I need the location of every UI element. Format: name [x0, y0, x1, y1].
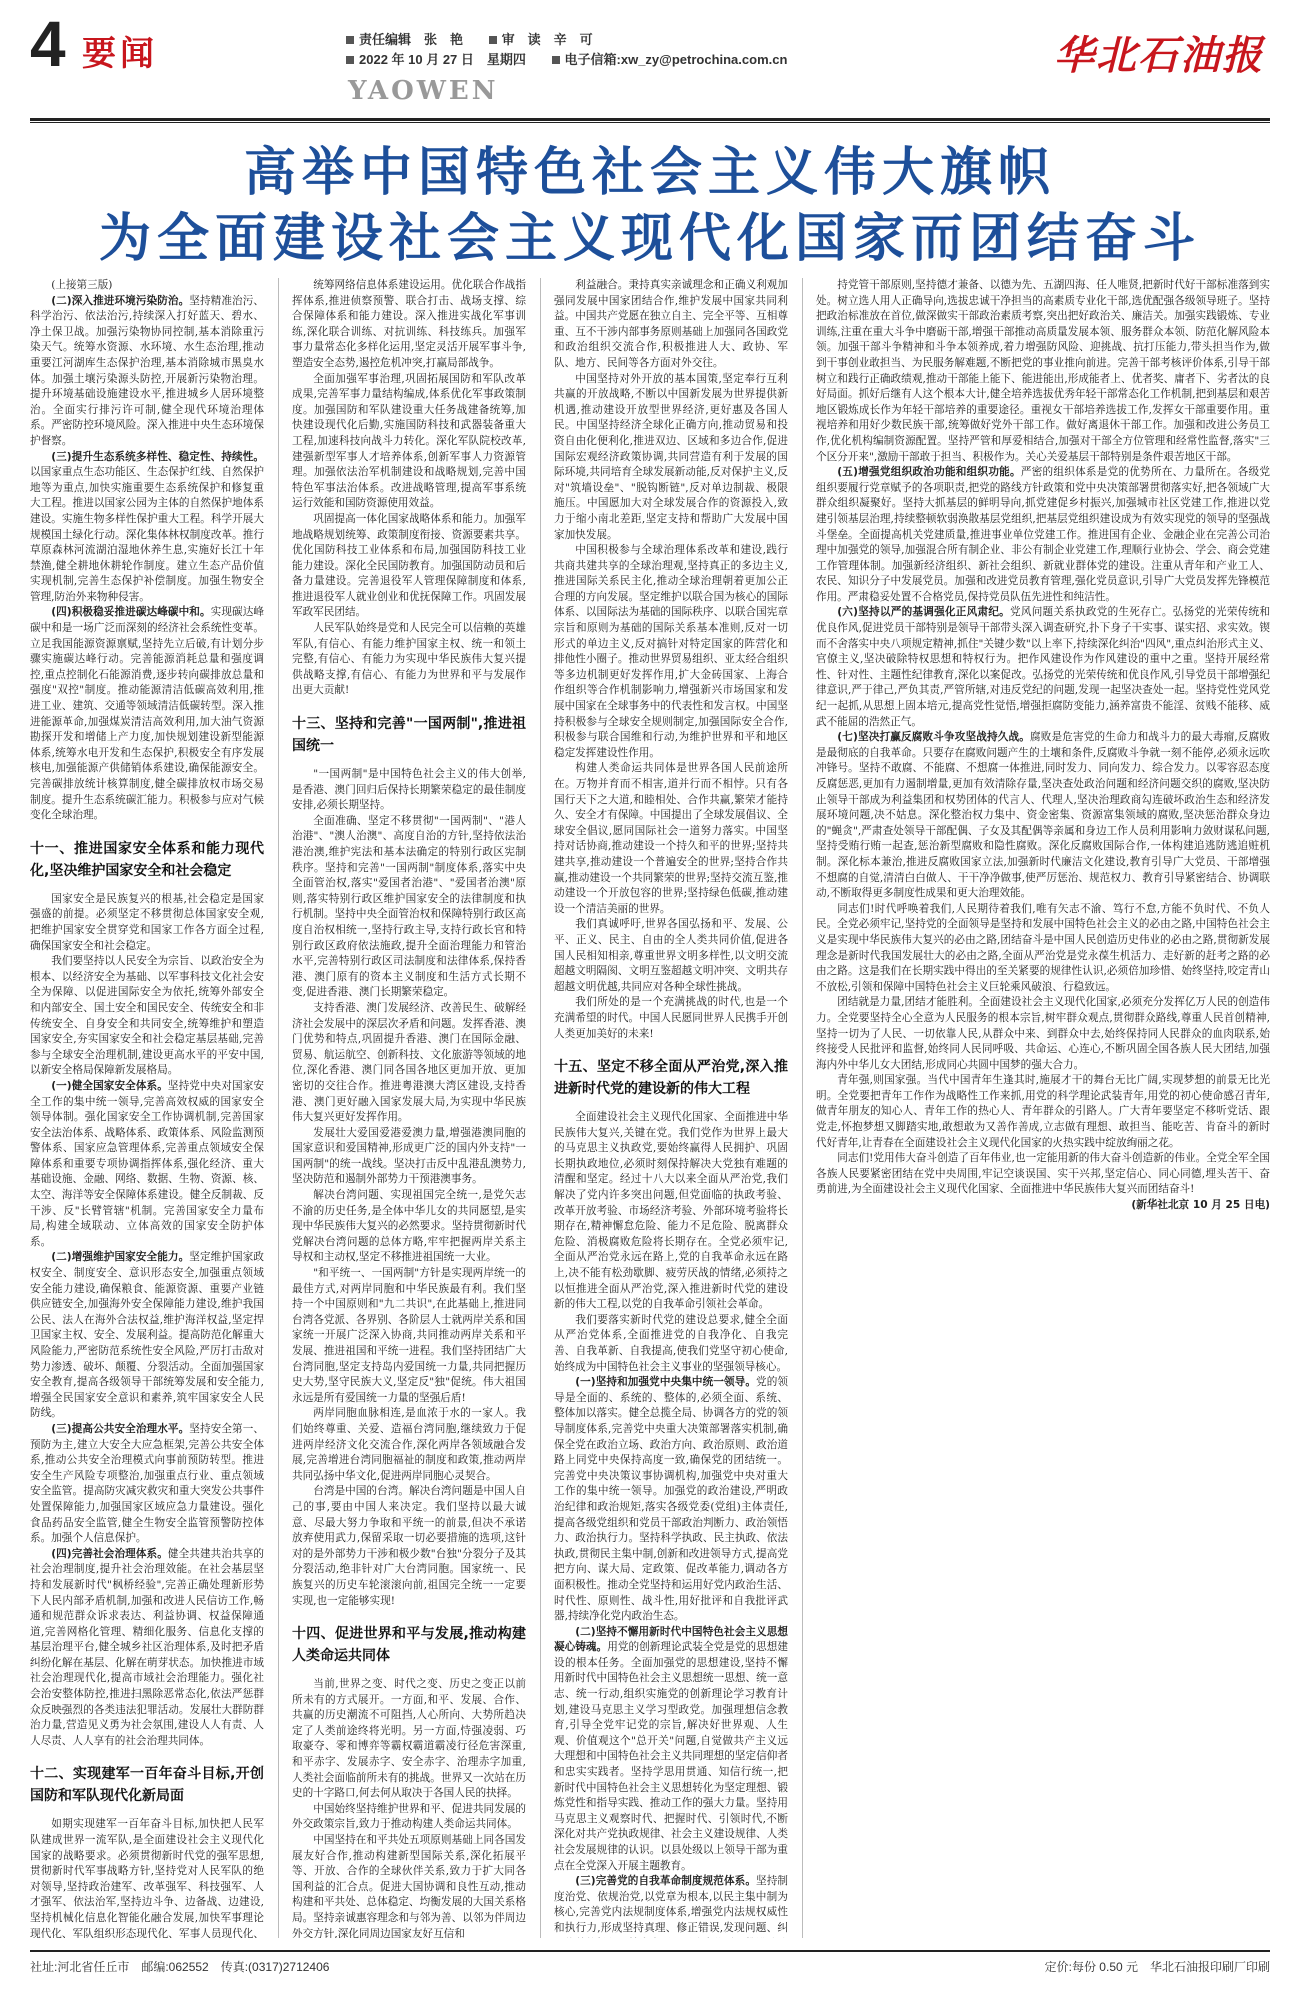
- paragraph: 人民军队始终是党和人民完全可以信赖的英雄军队,有信心、有能力维护国家主权、统一和领土完整,有信心、有能力为实现中华民族伟大复兴提供战略支撑,有信心、有能力为世界和平与发展作出更大贡献!: [292, 622, 526, 697]
- header-rule-thin: [30, 122, 1270, 123]
- paragraph: 同志们!时代呼唤着我们,人民期待着我们,唯有矢志不渝、笃行不怠,方能不负时代、不负人民。全党必须牢记,坚持党的全面领导是坚持和发展中国特色社会主义的必由之路,中国特色社会主义是实现中华民族伟大复兴的必由之路,团结奋斗是中国人民创造历史伟业的必由之路,贯彻新发展理念是新时代我国发展壮大的必由之路,全面从严治党是党永葆生机活力、走好新的赶考之路的必由之路。这是我们在长期实践中得出的至关紧要的规律性认识,必须倍加珍惜、始终坚持,咬定青山不放松,引领和保障中国特色社会主义巨轮乘风破浪、行稳致远。: [816, 902, 1270, 993]
- paragraph: 我们要坚持以人民安全为宗旨、以政治安全为根本、以经济安全为基础、以军事科技文化社会安全为保障、以促进国际安全为依托,统筹外部安全和内部安全、国土安全和国民安全、传统安全和非传统安全、自身安全和共同安全,统筹维护和塑造国家安全,夯实国家安全和社会稳定基层基础,完善参与全球安全治理机制,建设更高水平的平安中国,以新安全格局保障新发展格局。: [30, 955, 264, 1077]
- numbered-paragraph: (七)坚决打赢反腐败斗争攻坚战持久战。腐败是危害党的生命力和战斗力的最大毒瘤,反腐败是最彻底的自我革命。只要存在腐败问题产生的土壤和条件,反腐败斗争就一刻不能停,必须永远吹冲锋号。坚持不敢腐、不能腐、不想腐一体推进,同时发力、同向发力、综合发力。以零容忍态度反腐惩恶,更加有力遏制增量,更加有效清除存量,坚决查处政治问题和经济问题交织的腐败,坚决防止领导干部成为利益集团和权势团体的代言人、代理人,坚决治理政商勾连破坏政治生态和经济发展环境问题,决不姑息。深化整治权力集中、资金密集、资源富集领域的腐败,坚决惩治群众身边的"蝇贪",严肃查处领导干部配偶、子女及其配偶等亲属和身边工作人员利用影响力敛财谋私问题,坚持受贿行贿一起查,惩治新型腐败和隐性腐败。深化反腐败国际合作,一体构建追逃防逃追赃机制。深化标本兼治,推进反腐败国家立法,加强新时代廉洁文化建设,教育引导广大党员、干部增强不想腐的自觉,清清白白做人、干干净净做事,使严厉惩治、规范权力、教育引导紧密结合、协调联动,不断取得更多制度性成果和更大治理效能。: [816, 731, 1270, 900]
- section-title: 要闻: [82, 35, 158, 73]
- paragraph: "和平统一、一国两制"方针是实现两岸统一的最佳方式,对两岸同胞和中华民族最有利。我们坚持一个中国原则和"九二共识",在此基础上,推进同台湾各党派、各界别、各阶层人士就两岸关系和国家统一开展广泛深入协商,共同推动两岸关系和平发展、推进祖国和平统一进程。我们坚持团结广大台湾同胞,坚定支持岛内爱国统一力量,共同把握历史大势,坚守民族大义,坚定反"独"促统。伟大祖国永远是所有爱国统一力量的坚强后盾!: [292, 1267, 526, 1404]
- numbered-paragraph: (二)坚持不懈用新时代中国特色社会主义思想凝心铸魂。用党的创新理论武装全党是党的思想建设的根本任务。全面加强党的思想建设,坚持不懈用新时代中国特色社会主义思想统一思想、统一意志、统一行动,组织实施党的创新理论学习教育计划,建设马克思主义学习型政党。加强理想信念教育,引导全党牢记党的宗旨,解决好世界观、人生观、价值观这个"总开关"问题,自觉做共产主义远大理想和中国特色社会主义共同理想的坚定信仰者和忠实实践者。坚持学思用贯通、知信行统一,把新时代中国特色社会主义思想转化为坚定理想、锻炼党性和指导实践、推动工作的强大力量。坚持用马克思主义观察时代、把握时代、引领时代,不断深化对共产党执政规律、社会主义建设规律、人类社会发展规律的认识。以县处级以上领导干部为重点在全党深入开展主题教育。: [554, 1625, 788, 1872]
- numbered-paragraph: (一)健全国家安全体系。坚持党中央对国家安全工作的集中统一领导,完善高效权威的国家安全领导体制。强化国家安全工作协调机制,完善国家安全法治体系、战略体系、政策体系、风险监测预警体系、国家应急管理体系,完善重点领域安全保障体系和重要专项协调指挥体系,强化经济、重大基础设施、金融、网络、数据、生物、资源、核、太空、海洋等安全保障体系建设。健全反制裁、反干涉、反"长臂管辖"机制。完善国家安全力量布局,构建全域联动、立体高效的国家安全防护体系。: [30, 1079, 264, 1248]
- paragraph: 利益融合。秉持真实亲诚理念和正确义利观加强同发展中国家团结合作,维护发展中国家共同利益。中国共产党愿在独立自主、完全平等、互相尊重、互不干涉内部事务原则基础上加强同各国政党和政治组织交流合作,积极推进人大、政协、军队、地方、民间等各方面对外交往。: [554, 279, 788, 369]
- article-column-3: [554, 278, 788, 1938]
- paragraph: 全面建设社会主义现代化国家、全面推进中华民族伟大复兴,关键在党。我们党作为世界上最大的马克思主义执政党,要始终赢得人民拥护、巩固长期执政地位,必须时刻保持解决大党独有难题的清醒和坚定。经过十八大以来全面从严治党,我们解决了党内许多突出问题,但党面临的执政考验、改革开放考验、市场经济考验、外部环境考验将长期存在,精神懈怠危险、能力不足危险、脱离群众危险、消极腐败危险将长期存在。全党必须牢记,全面从严治党永远在路上,党的自我革命永远在路上,决不能有松劲歇脚、疲劳厌战的情绪,必须持之以恒推进全面从严治党,深入推进新时代党的建设新的伟大工程,以党的自我革命引领社会革命。: [554, 1111, 788, 1311]
- paragraph: 解决台湾问题、实现祖国完全统一,是党矢志不渝的历史任务,是全体中华儿女的共同愿望,是实现中华民族伟大复兴的必然要求。坚持贯彻新时代党解决台湾问题的总体方略,牢牢把握两岸关系主导权和主动权,坚定不移推进祖国统一大业。: [292, 1189, 526, 1264]
- subheading: 十一、推进国家安全体系和能力现代化,坚决维护国家安全和社会稳定: [30, 840, 264, 879]
- email-address: 电子信箱:xw_zy@petrochina.com.cn: [552, 52, 788, 67]
- headline: [30, 140, 1270, 272]
- article-body: [30, 278, 1270, 1938]
- article-column-2: [292, 278, 526, 1938]
- paragraph: 台湾是中国的台湾。解决台湾问题是中国人自己的事,要由中国人来决定。我们坚持以最大诚意、尽最大努力争取和平统一的前景,但决不承诺放弃使用武力,保留采取一切必要措施的选项,这针对的是外部势力干涉和极少数"台独"分裂分子及其分裂活动,绝非针对广大台湾同胞。国家统一、民族复兴的历史车轮滚滚向前,祖国完全统一一定要实现,也一定能够实现!: [292, 1485, 526, 1607]
- header-rule: [30, 118, 1270, 121]
- paragraph: 统筹网络信息体系建设运用。优化联合作战指挥体系,推进侦察预警、联合打击、战场支撑、综合保障体系和能力建设。深入推进实战化军事训练,深化联合训练、对抗训练、科技练兵。加强军事力量常态化多样化运用,坚定灵活开展军事斗争,塑造安全态势,遏控危机冲突,打赢局部战争。: [292, 279, 526, 369]
- paragraph: 支持香港、澳门发展经济、改善民生、破解经济社会发展中的深层次矛盾和问题。发挥香港、澳门优势和特点,巩固提升香港、澳门在国际金融、贸易、航运航空、创新科技、文化旅游等领域的地位,深化香港、澳门同各国各地区更加开放、更加密切的交往合作。推进粤港澳大湾区建设,支持香港、澳门更好融入国家发展大局,为实现中华民族伟大复兴更好发挥作用。: [292, 1001, 526, 1124]
- page-meta: [346, 30, 809, 70]
- numbered-paragraph: (三)完善党的自我革命制度规范体系。坚持制度治党、依规治党,以党章为根本,以民主集中制为核心,完善党内法规制度体系,增强党内法规权威性和执行力,形成坚持真理、修正错误,发现问题、纠: [554, 1875, 788, 1934]
- column-divider: [540, 278, 541, 1938]
- paragraph: (上接第三版): [51, 279, 113, 291]
- article-column-4: [816, 278, 1270, 1938]
- newspaper-logo: 华北石油报: [1054, 32, 1264, 79]
- paragraph: 青年强,则国家强。当代中国青年生逢其时,施展才干的舞台无比广阔,实现梦想的前景无比光明。全党要把青年工作作为战略性工作来抓,用党的科学理论武装青年,用党的初心使命感召青年,做青年朋友的知心人、青年工作的热心人、青年群众的引路人。广大青年要坚定不移听党话、跟党走,怀抱梦想又脚踏实地,敢想敢为又善作善成,立志做有理想、敢担当、能吃苦、肯奋斗的新时代好青年,让青春在全面建设社会主义现代化国家的火热实践中绽放绚丽之花。: [816, 1074, 1270, 1149]
- section-pinyin: YAOWEN: [348, 76, 499, 106]
- page-header: [30, 8, 1270, 118]
- issue-date: 2022 年 10 月 27 日 星期四: [346, 52, 526, 67]
- numbered-paragraph: (二)深入推进环境污染防治。坚持精准治污、科学治污、依法治污,持续深入打好蓝天、碧水、净土保卫战。加强污染物协同控制,基本消除重污染天气。统筹水资源、水环境、水生态治理,推动重要江河湖库生态保护治理,基本消除城市黑臭水体。加强土壤污染源头防控,开展新污染物治理。提升环境基础设施建设水平,推进城乡人居环境整治。全面实行排污许可制,健全现代环境治理体系。严密防控环境风险。深入推进中央生态环境保护督察。: [30, 294, 264, 447]
- paragraph: 同志们!党用伟大奋斗创造了百年伟业,也一定能用新的伟大奋斗创造新的伟业。全党全军全国各族人民要紧密团结在党中央周围,牢记空谈误国、实干兴邦,坚定信心、同心同德,埋头苦干、奋勇前进,为全面建设社会主义现代化国家、全面推进中华民族伟大复兴而团结奋斗!: [816, 1152, 1270, 1196]
- numbered-paragraph: (三)提升生态系统多样性、稳定性、持续性。以国家重点生态功能区、生态保护红线、自然保护地等为重点,加快实施重要生态系统保护和修复重大工程。推进以国家公园为主体的自然保护地体系建设。实施生物多样性保护重大工程。科学开展大规模国土绿化行动。深化集体林权制度改革。推行草原森林河流湖泊湿地休养生息,实施好长江十年禁渔,健全耕地休耕轮作制度。建立生态产品价值实现机制,完善生态保护补偿制度。加强生物安全管理,防治外来物种侵害。: [30, 450, 264, 603]
- column-divider: [278, 278, 279, 1938]
- subheading: 十三、坚持和完善"一国两制",推进祖国统一: [292, 716, 526, 755]
- paragraph: "一国两制"是中国特色社会主义的伟大创举,是香港、澳门回归后保持长期繁荣稳定的最佳制度安排,必须长期坚持。: [292, 768, 526, 812]
- page-footer: [30, 1950, 1270, 1975]
- article-column-1: [30, 278, 264, 1938]
- article-byline: (新华社北京 10 月 25 日电): [1131, 1199, 1270, 1212]
- paragraph: 当前,世界之变、时代之变、历史之变正以前所未有的方式展开。一方面,和平、发展、合作、共赢的历史潮流不可阻挡,人心所向、大势所趋决定了人类前途终将光明。另一方面,恃强凌弱、巧取豪夺、零和博弈等霸权霸道霸凌行径危害深重,和平赤字、发展赤字、安全赤字、治理赤字加重,人类社会面临前所未有的挑战。世界又一次站在历史的十字路口,何去何从取决于各国人民的抉择。: [292, 1678, 526, 1800]
- paragraph: 构建人类命运共同体是世界各国人民前途所在。万物并育而不相害,道并行而不相悖。只有各国行天下之大道,和睦相处、合作共赢,繁荣才能持久、安全才有保障。中国提出了全球发展倡议、全球安全倡议,愿同国际社会一道努力落实。中国坚持对话协商,推动建设一个持久和平的世界;坚持共建共享,推动建设一个普遍安全的世界;坚持合作共赢,推动建设一个共同繁荣的世界;坚持交流互鉴,推动建设一个开放包容的世界;坚持绿色低碳,推动建设一个清洁美丽的世界。: [554, 762, 788, 915]
- paragraph: 持党管干部原则,坚持德才兼备、以德为先、五湖四海、任人唯贤,把新时代好干部标准落到实处。树立选人用人正确导向,选拔忠诚干净担当的高素质专业化干部,选优配强各级领导班子。坚持把政治标准放在首位,做深做实干部政治素质考察,突出把好政治关、廉洁关。加强实践锻炼、专业训练,注重在重大斗争中磨砺干部,增强干部推动高质量发展本领、服务群众本领、防范化解风险本领。加强干部斗争精神和斗争本领养成,着力增强防风险、迎挑战、抗打压能力,带头担当作为,做到干事创业敢担当、为民服务解难题,不断把党的事业推向前进。完善干部考核评价体系,引导干部树立和践行正确政绩观,推动干部能上能下、能进能出,形成能者上、优者奖、庸者下、劣者汰的良好局面。抓好后继有人这个根本大计,健全培养选拔优秀年轻干部常态化工作机制,把到基层和艰苦地区锻炼成长作为年轻干部培养的重要途径。重视女干部培养选拔工作,发挥女干部重要作用。重视培养和用好少数民族干部,统筹做好党外干部工作。做好离退休干部工作。加强和改进公务员工作,优化机构编制资源配置。坚持严管和厚爱相结合,加强对干部全方位管理和经常性监督,落实"三个区分开来",激励干部敢于担当、积极作为。关心关爱基层干部特别是条件艰苦地区干部。: [816, 279, 1270, 463]
- paragraph: 发展壮大爱国爱港爱澳力量,增强港澳同胞的国家意识和爱国精神,形成更广泛的国内外支持"一国两制"的统一战线。坚决打击反中乱港乱澳势力,坚决防范和遏制外部势力干预港澳事务。: [292, 1126, 526, 1186]
- page-number: 4: [30, 8, 66, 80]
- footer-price: 定价:每份 0.50 元 华北石油报印刷厂印刷: [1044, 1960, 1270, 1974]
- numbered-paragraph: (四)完善社会治理体系。健全共建共治共享的社会治理制度,提升社会治理效能。在社会基层坚持和发展新时代"枫桥经验",完善正确处理新形势下人民内部矛盾机制,加强和改进人民信访工作,畅通和规范群众诉求表达、利益协调、权益保障通道,完善网格化管理、精细化服务、信息化支撑的基层治理平台,健全城乡社区治理体系,及时把矛盾纠纷化解在基层、化解在萌芽状态。加快推进市域社会治理现代化,提高市域社会治理能力。强化社会治安整体防控,推进扫黑除恶常态化,依法严惩群众反映强烈的各类违法犯罪活动。发展壮大群防群治力量,营造见义勇为社会氛围,建设人人有责、人人尽责、人人享有的社会治理共同体。: [30, 1547, 264, 1747]
- numbered-paragraph: (二)增强维护国家安全能力。坚定维护国家政权安全、制度安全、意识形态安全,加强重点领域安全能力建设,确保粮食、能源资源、重要产业链供应链安全,加强海外安全保障能力建设,维护我国公民、法人在海外合法权益,维护海洋权益,坚定捍卫国家主权、安全、发展利益。提高防范化解重大风险能力,严密防范系统性安全风险,严厉打击敌对势力渗透、破坏、颠覆、分裂活动。全面加强国家安全教育,提高各级领导干部统筹发展和安全能力,增强全民国家安全意识和素养,筑牢国家安全人民防线。: [30, 1251, 264, 1420]
- paragraph: 我们要落实新时代党的建设总要求,健全全面从严治党体系,全面推进党的自我净化、自我完善、自我革新、自我提高,使我们党坚守初心使命,始终成为中国特色社会主义事业的坚强领导核心。: [554, 1313, 788, 1373]
- paragraph: 全面加强军事治理,巩固拓展国防和军队改革成果,完善军事力量结构编成,体系优化军事政策制度。加强国防和军队建设重大任务战建备统筹,加快建设现代化后勤,实施国防科技和武器装备重大工程,加速科技向战斗力转化。深化军队院校改革,建强新型军事人才培养体系,创新军事人力资源管理。加强依法治军机制建设和战略规划,完善中国特色军事法治体系。改进战略管理,提高军事系统运行效能和国防资源使用效益。: [292, 372, 526, 510]
- paragraph: 巩固提高一体化国家战略体系和能力。加强军地战略规划统筹、政策制度衔接、资源要素共享。优化国防科技工业体系和布局,加强国防科技工业能力建设。深化全民国防教育。加强国防动员和后备力量建设。完善退役军人管理保障制度和体系,推进退役军人就业创业和优抚保障工作。巩固发展军政军民团结。: [292, 512, 526, 619]
- column-divider: [802, 278, 803, 1938]
- footer-address: 社址:河北省任丘市 邮编:062552 传真:(0317)2712406: [30, 1960, 330, 1974]
- numbered-paragraph: (四)积极稳妥推进碳达峰碳中和。实现碳达峰碳中和是一场广泛而深刻的经济社会系统性变革。立足我国能源资源禀赋,坚持先立后破,有计划分步骤实施碳达峰行动。完善能源消耗总量和强度调控,重点控制化石能源消费,逐步转向碳排放总量和强度"双控"制度。推动能源清洁低碳高效利用,推进工业、建筑、交通等领域清洁低碳转型。深入推进能源革命,加强煤炭清洁高效利用,加大油气资源勘探开发和增储上产力度,加快规划建设新型能源体系,统筹水电开发和生态保护,积极安全有序发展核电,加强能源产供储销体系建设,确保能源安全。完善碳排放统计核算制度,健全碳排放权市场交易制度。提升生态系统碳汇能力。积极参与应对气候变化全球治理。: [30, 606, 264, 822]
- numbered-paragraph: (三)提高公共安全治理水平。坚持安全第一、预防为主,建立大安全大应急框架,完善公共安全体系,推动公共安全治理模式向事前预防转型。推进安全生产风险专项整治,加强重点行业、重点领域安全监管。提高防灾减灾救灾和重大突发公共事件处置保障能力,加强国家区域应急力量建设。强化食品药品安全监管,健全生物安全监管预警防控体系。加强个人信息保护。: [30, 1422, 264, 1545]
- paragraph: 中国积极参与全球治理体系改革和建设,践行共商共建共享的全球治理观,坚持真正的多边主义,推进国际关系民主化,推动全球治理朝着更加公正合理的方向发展。坚定维护以联合国为核心的国际体系、以国际法为基础的国际秩序、以联合国宪章宗旨和原则为基础的国际关系基本准则,反对一切形式的单边主义,反对搞针对特定国家的阵营化和排他性小圈子。推动世界贸易组织、亚太经合组织等多边机制更好发挥作用,扩大金砖国家、上海合作组织等合作机制影响力,增强新兴市场国家和发展中国家在全球事务中的代表性和发言权。中国坚持积极参与全球安全规则制定,加强国际安全合作,积极参与联合国维和行动,为维护世界和平和地区稳定发挥建设性作用。: [554, 544, 788, 759]
- subheading: 十二、实现建军一百年奋斗目标,开创国防和军队现代化新局面: [30, 1766, 264, 1805]
- headline-line-1: 高举中国特色社会主义伟大旗帜: [243, 143, 1056, 203]
- paragraph: 我们真诚呼吁,世界各国弘扬和平、发展、公平、正义、民主、自由的全人类共同价值,促进各国人民相知相亲,尊重世界文明多样性,以文明交流超越文明隔阂、文明互鉴超越文明冲突、文明共存超越文明优越,共同应对各种全球性挑战。: [554, 918, 788, 993]
- paragraph: 两岸同胞血脉相连,是血浓于水的一家人。我们始终尊重、关爱、造福台湾同胞,继续致力于促进两岸经济文化交流合作,深化两岸各领域融合发展,完善增进台湾同胞福祉的制度和政策,推动两岸共同弘扬中华文化,促进两岸同胞心灵契合。: [292, 1407, 526, 1482]
- reviewer-credit: 审 读 辛 可: [489, 32, 593, 47]
- paragraph: 中国始终坚持维护世界和平、促进共同发展的外交政策宗旨,致力于推动构建人类命运共同体。: [292, 1802, 526, 1831]
- numbered-paragraph: (五)增强党组织政治功能和组织功能。严密的组织体系是党的优势所在、力量所在。各级党组织要履行党章赋予的各项职责,把党的路线方针政策和党中央决策部署贯彻落实好,把各领域广大群众组织凝聚好。坚持大抓基层的鲜明导向,抓党建促乡村振兴,加强城市社区党建工作,推进以党建引领基层治理,持续整顿软弱涣散基层党组织,把基层党组织建设成为有效实现党的领导的坚强战斗堡垒。全面提高机关党建质量,推进事业单位党建工作。推进国有企业、金融企业在完善公司治理中加强党的领导,加强混合所有制企业、非公有制企业党建工作,理顺行业协会、学会、商会党建工作管理体制。加强新经济组织、新社会组织、新就业群体党的建设。注重从青年和产业工人、农民、知识分子中发展党员。加强和改进党员教育管理,强化党员意识,引导广大党员发挥先锋模范作用。严肃稳妥处置不合格党员,保持党员队伍先进性和纯洁性。: [816, 466, 1270, 603]
- paragraph: 如期实现建军一百年奋斗目标,加快把人民军队建成世界一流军队,是全面建设社会主义现代化国家的战略要求。必须贯彻新时代党的强军思想,贯彻新时代军事战略方针,坚持党对人民军队的绝对领导,坚持政治建军、改革强军、科技强军、人才强军、依法治军,坚持边斗争、边备战、边建设,坚持机械化信息化智能化融合发展,加快军事理论现代化、军队组织形态现代化、军事人员现代化、: [30, 1818, 264, 1938]
- subheading: 十四、促进世界和平与发展,推动构建人类命运共同体: [292, 1626, 526, 1665]
- numbered-paragraph: (一)坚持和加强党中央集中统一领导。党的领导是全面的、系统的、整体的,必须全面、系统、整体加以落实。健全总揽全局、协调各方的党的领导制度体系,完善党中央重大决策部署落实机制,确保全党在政治立场、政治方向、政治原则、政治道路上同党中央保持高度一致,确保党的团结统一。完善党中央决策议事协调机构,加强党中央对重大工作的集中统一领导。加强党的政治建设,严明政治纪律和政治规矩,落实各级党委(党组)主体责任,提高各级党组织和党员干部政治判断力、政治领悟力、政治执行力。坚持科学执政、民主执政、依法执政,贯彻民主集中制,创新和改进领导方式,提高党把方向、谋大局、定政策、促改革能力,调动各方面积极性。推动全党坚持和运用好党内政治生活、时代性、原则性、战斗性,用好批评和自我批评武器,持续净化党内政治生态。: [554, 1376, 788, 1623]
- headline-line-2: 为全面建设社会主义现代化国家而团结奋斗: [98, 209, 1201, 269]
- paragraph: 中国坚持对外开放的基本国策,坚定奉行互利共赢的开放战略,不断以中国新发展为世界提供新机遇,推动建设开放型世界经济,更好惠及各国人民。中国坚持经济全球化正确方向,推动贸易和投资自由化便利化,推进双边、区域和多边合作,促进国际宏观经济政策协调,共同营造有利于发展的国际环境,共同培育全球发展新动能,反对保护主义,反对"筑墙设垒"、"脱钩断链",反对单边制裁、极限施压。中国愿加大对全球发展合作的资源投入,致力于缩小南北差距,坚定支持和帮助广大发展中国家加快发展。: [554, 372, 788, 541]
- numbered-paragraph: (六)坚持以严的基调强化正风肃纪。党风问题关系执政党的生死存亡。弘扬党的光荣传统和优良作风,促进党员干部特别是领导干部带头深入调查研究,扑下身子干实事、谋实招、求实效。锲而不舍落实中央八项规定精神,抓住"关键少数"以上率下,持续深化纠治"四风",重点纠治形式主义、官僚主义,坚决破除特权思想和特权行为。把作风建设作为作风建设的重中之重。坚持开展经常性、针对性、主题性纪律教育,深化以案促改。弘扬党的光荣传统和优良作风,引导党员干部增强纪律意识,严于律己,严负其责,严管所辖,对违反党纪的问题,发现一起坚决查处一起。坚持党性党风党纪一起抓,从思想上固本培元,提高党性觉悟,增强拒腐防变能力,涵养富贵不能淫、贫贱不能移、威武不能屈的浩然正气。: [816, 606, 1270, 728]
- paragraph: 全面准确、坚定不移贯彻"一国两制"、"港人治港"、"澳人治澳"、高度自治的方针,坚持依法治港治澳,维护宪法和基本法确定的特别行政区宪制秩序。坚持和完善"一国两制"制度体系,落实中央全面管治权,落实"爱国者治港"、"爱国者治澳"原则,落实特别行政区维护国家安全的法律制度和执行机制。坚持中央全面管治权和保障特别行政区高度自治权相统一,坚持行政主导,支持行政长官和特别行政区政府依法施政,提升全面治理能力和管治水平,完善特别行政区司法制度和法律体系,保持香港、澳门原有的资本主义制度和生活方式长期不变,促进香港、澳门长期繁荣稳定。: [292, 814, 526, 999]
- paragraph: 国家安全是民族复兴的根基,社会稳定是国家强盛的前提。必须坚定不移贯彻总体国家安全观,把维护国家安全贯穿党和国家工作各方面全过程,确保国家安全和社会稳定。: [30, 892, 264, 952]
- subheading: 十五、坚定不移全面从严治党,深入推进新时代党的建设新的伟大工程: [554, 1059, 788, 1098]
- paragraph: 中国坚持在和平共处五项原则基础上同各国发展友好合作,推动构建新型国际关系,深化拓展平等、开放、合作的全球伙伴关系,致力于扩大同各国利益的汇合点。促进大国协调和良性互动,推动构建和平共处、总体稳定、均衡发展的大国关系格局。坚持亲诚惠容理念和与邻为善、以邻为伴周边外交方针,深化同周边国家友好互信和: [292, 1834, 526, 1938]
- paragraph: 我们所处的是一个充满挑战的时代,也是一个充满希望的时代。中国人民愿同世界人民携手开创人类更加美好的未来!: [554, 996, 788, 1040]
- editor-credit: 责任编辑 张 艳: [346, 32, 463, 47]
- paragraph: 团结就是力量,团结才能胜利。全面建设社会主义现代化国家,必须充分发挥亿万人民的创造伟力。全党要坚持全心全意为人民服务的根本宗旨,树牢群众观点,贯彻群众路线,尊重人民首创精神,坚持一切为了人民、一切依靠人民,从群众中来、到群众中去,始终保持同人民群众的血肉联系,始终接受人民批评和监督,始终同人民同呼吸、共命运、心连心,不断巩固全国各族人民大团结,加强海内外中华儿女大团结,形成同心共圆中国梦的强大合力。: [816, 996, 1270, 1071]
